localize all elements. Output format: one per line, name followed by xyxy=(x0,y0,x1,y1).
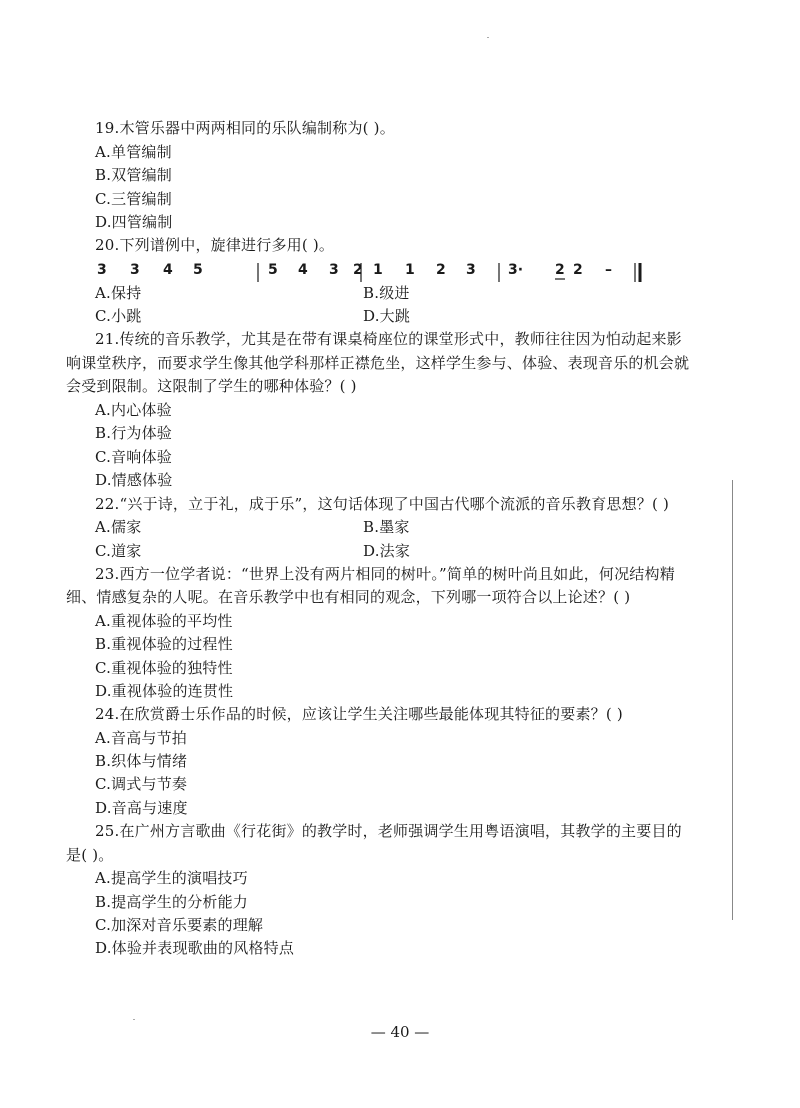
note: 3 xyxy=(130,262,140,278)
q23-option-d: D.重视体验的连贯性 xyxy=(95,682,234,700)
note: 3· xyxy=(508,262,524,278)
q24-option-d: D.音高与速度 xyxy=(95,799,188,817)
q24-stem: 24.在欣赏爵士乐作品的时候，应该让学生关注哪些最能体现其特征的要素？( ) xyxy=(95,705,623,723)
q19-option-a: A.单管编制 xyxy=(95,143,172,161)
q20-option-c: C.小跳 xyxy=(95,307,142,325)
note: – xyxy=(605,262,612,278)
note: 3 xyxy=(97,262,107,278)
q22-stem: 22.“兴于诗，立于礼，成于乐”，这句话体现了中国古代哪个流派的音乐教育思想？( ) xyxy=(95,495,670,513)
q21-stem-line-3: 会受到限制。这限制了学生的哪种体验？( ) xyxy=(66,377,357,395)
note: 2 xyxy=(573,262,583,278)
page-number: — 40 — xyxy=(370,1023,430,1041)
q25-option-b: B.提高学生的分析能力 xyxy=(95,893,248,911)
q19-option-b: B.双管编制 xyxy=(95,166,172,184)
q25-stem-line-1: 25.在广州方言歌曲《行花街》的教学时，老师强调学生用粤语演唱，其教学的主要目的 xyxy=(95,822,682,840)
q21-stem-line-2: 响课堂秩序，而要求学生像其他学科那样正襟危坐，这样学生参与、体验、表现音乐的机会就 xyxy=(66,354,690,372)
q24-option-c: C.调式与节奏 xyxy=(95,775,188,793)
note: 3 xyxy=(466,262,476,278)
note: 2 xyxy=(555,262,565,278)
q19-option-c: C.三管编制 xyxy=(95,190,172,208)
q21-option-c: C.音响体验 xyxy=(95,448,172,466)
q20-option-b: B.级进 xyxy=(363,284,410,302)
q19-option-d: D.四管编制 xyxy=(95,213,173,231)
q20-option-a: A.保持 xyxy=(95,284,142,302)
note: 5 xyxy=(193,262,203,278)
scan-speck xyxy=(133,1019,135,1020)
q25-option-d: D.体验并表现歌曲的风格特点 xyxy=(95,939,295,957)
q23-option-b: B.重视体验的过程性 xyxy=(95,635,233,653)
q25-option-a: A.提高学生的演唱技巧 xyxy=(95,869,248,887)
q19-stem: 19.木管乐器中两两相同的乐队编制称为( )。 xyxy=(95,119,395,137)
note: 4 xyxy=(163,262,173,278)
q23-stem-line-2: 细、情感复杂的人呢。在音乐教学中也有相同的观念，下列哪一项符合以上论述？( ) xyxy=(66,588,631,606)
q22-option-c: C.道家 xyxy=(95,542,142,560)
note: 1 xyxy=(405,262,415,278)
q24-option-b: B.织体与情绪 xyxy=(95,752,188,770)
q25-stem-line-2: 是( )。 xyxy=(66,846,114,864)
q22-option-a: A.儒家 xyxy=(95,518,142,536)
q21-stem-line-1: 21.传统的音乐教学，尤其是在带有课桌椅座位的课堂形式中，教师往往因为怕动起来影 xyxy=(95,330,682,348)
q21-option-a: A.内心体验 xyxy=(95,401,172,419)
scan-speck xyxy=(487,37,489,38)
q20-option-d: D.大跳 xyxy=(363,307,411,325)
note: 4 xyxy=(298,262,308,278)
q22-option-b: B.墨家 xyxy=(363,518,410,536)
q21-option-d: D.情感体验 xyxy=(95,471,173,489)
q25-option-c: C.加深对音乐要素的理解 xyxy=(95,916,264,934)
q24-option-a: A.音高与节拍 xyxy=(95,729,188,747)
q23-option-c: C.重视体验的独特性 xyxy=(95,659,233,677)
q22-option-d: D.法家 xyxy=(363,542,411,560)
note: 5 xyxy=(268,262,278,278)
note: 3 xyxy=(329,262,339,278)
note: 1 xyxy=(373,262,383,278)
note: 2 xyxy=(436,262,446,278)
note: 2 xyxy=(353,262,363,278)
q23-stem-line-1: 23.西方一位学者说：“世界上没有两片相同的树叶。”简单的树叶尚且如此，何况结构精 xyxy=(95,565,675,583)
q20-stem: 20.下列谱例中，旋律进行多用( )。 xyxy=(95,236,335,254)
q21-option-b: B.行为体验 xyxy=(95,424,172,442)
scan-edge-line xyxy=(732,480,733,920)
q23-option-a: A.重视体验的平均性 xyxy=(95,612,233,630)
